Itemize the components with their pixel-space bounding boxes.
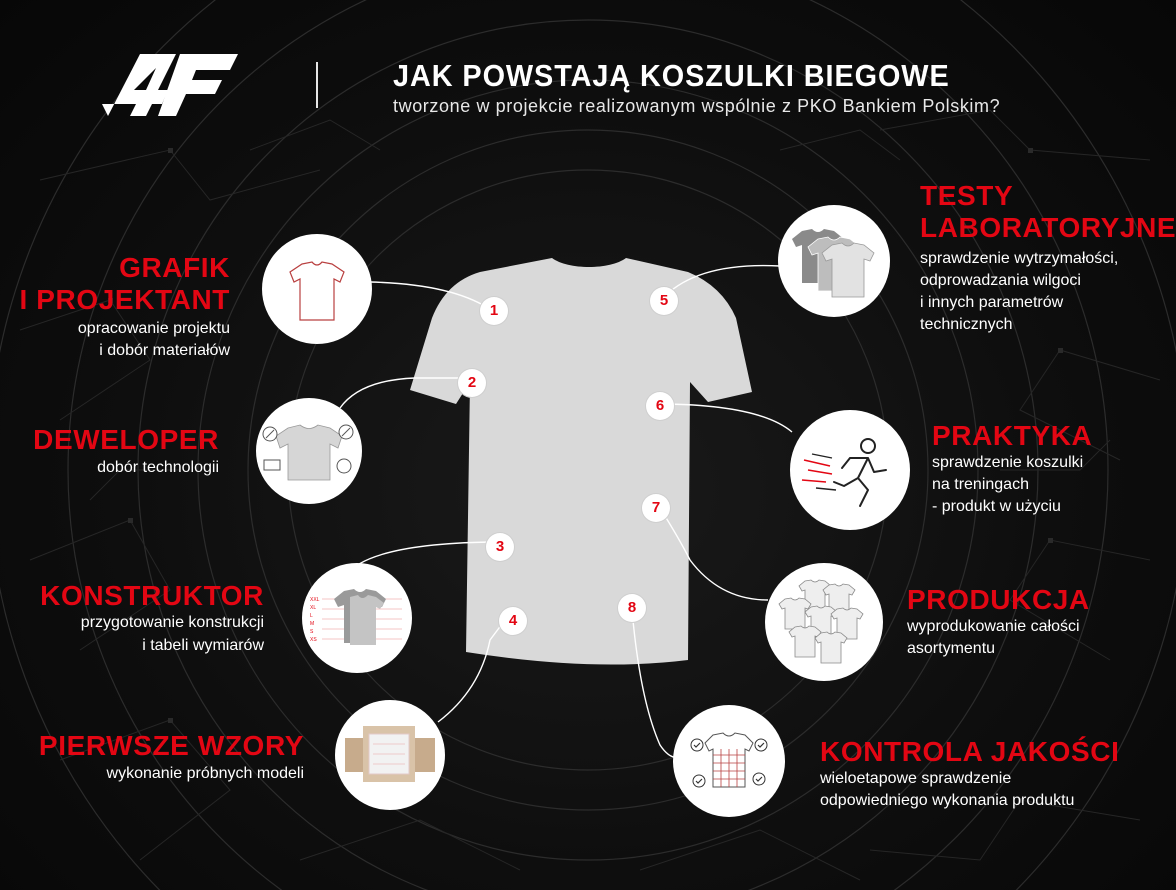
step-5-desc-line-3: i innych parametrów <box>920 294 1064 311</box>
svg-text:L: L <box>310 613 313 619</box>
step-6-desc-line-1: sprawdzenie koszulki <box>932 454 1084 471</box>
shirt-batch-icon <box>765 563 883 681</box>
step-5-desc-line-4: technicznych <box>920 316 1013 333</box>
step-1-title-line-1: GRAFIK <box>119 252 230 283</box>
fabric-technology-icon <box>256 398 362 504</box>
step-8-desc-line-1: wieloetapowe sprawdzenie <box>820 770 1012 787</box>
step-3-desc-line-2: i tabeli wymiarów <box>142 637 264 654</box>
size-chart-icon <box>302 563 412 673</box>
step-1-desc-line-1: opracowanie projektu <box>77 320 230 337</box>
step-badge-2: 2 <box>458 369 486 397</box>
svg-text:XXL: XXL <box>310 597 320 603</box>
step-5-desc-line-2: odprowadzania wilgoci <box>920 272 1081 289</box>
step-4-title: PIERWSZE WZORY <box>38 730 304 761</box>
prototype-package-icon <box>335 700 445 810</box>
svg-text:S: S <box>310 629 314 635</box>
step-2-desc-line-1: dobór technologii <box>97 459 219 476</box>
stacked-shirts-icon <box>778 205 890 317</box>
runner-icon <box>790 410 910 530</box>
step-2-title: DEWELOPER <box>33 424 219 455</box>
step-6-desc-line-2: na treningach <box>932 476 1029 493</box>
svg-text:XL: XL <box>310 605 317 611</box>
step-badge-4: 4 <box>499 607 527 635</box>
step-7-desc-line-1: wyprodukowanie całości <box>907 618 1080 635</box>
step-8-desc-line-2: odpowiedniego wykonania produktu <box>820 792 1075 809</box>
step-badge-1: 1 <box>480 297 508 325</box>
svg-text:XS: XS <box>310 637 317 643</box>
tshirt-shape <box>410 258 752 665</box>
step-7-desc-line-2: asortymentu <box>907 640 996 657</box>
step-6-title: PRAKTYKA <box>932 420 1093 451</box>
step-5-desc-line-1: sprawdzenie wytrzymałości, <box>920 250 1119 267</box>
page-title: JAK POWSTAJĄ KOSZULKI BIEGOWE <box>393 58 950 93</box>
svg-text:M: M <box>310 621 315 627</box>
step-8-title: KONTROLA JAKOŚCI <box>820 736 1120 767</box>
step-4-desc-line-1: wykonanie próbnych modeli <box>106 765 304 782</box>
step-7-title: PRODUKCJA <box>907 584 1090 615</box>
step-badge-5: 5 <box>650 287 678 315</box>
step-1-desc-line-2: i dobór materiałów <box>99 342 230 359</box>
step-3-desc-line-1: przygotowanie konstrukcji <box>80 614 264 631</box>
step-badge-8: 8 <box>618 594 646 622</box>
quality-check-icon <box>673 705 785 817</box>
step-6-desc-line-3: - produkt w użyciu <box>932 498 1061 515</box>
step-3-title: KONSTRUKTOR <box>40 580 264 611</box>
step-5-title-line-1: TESTY <box>920 180 1014 211</box>
step-1-title-line-2: I PROJEKTANT <box>19 284 230 315</box>
step-badge-3: 3 <box>486 533 514 561</box>
page-subtitle: tworzone w projekcie realizowanym wspólnie z PKO Bankiem Polskim? <box>393 96 1001 116</box>
step-badge-6: 6 <box>646 392 674 420</box>
step-badge-7: 7 <box>642 494 670 522</box>
step-5-title-line-2: LABORATORYJNE <box>920 212 1176 243</box>
tshirt-sketch-icon <box>262 234 372 344</box>
